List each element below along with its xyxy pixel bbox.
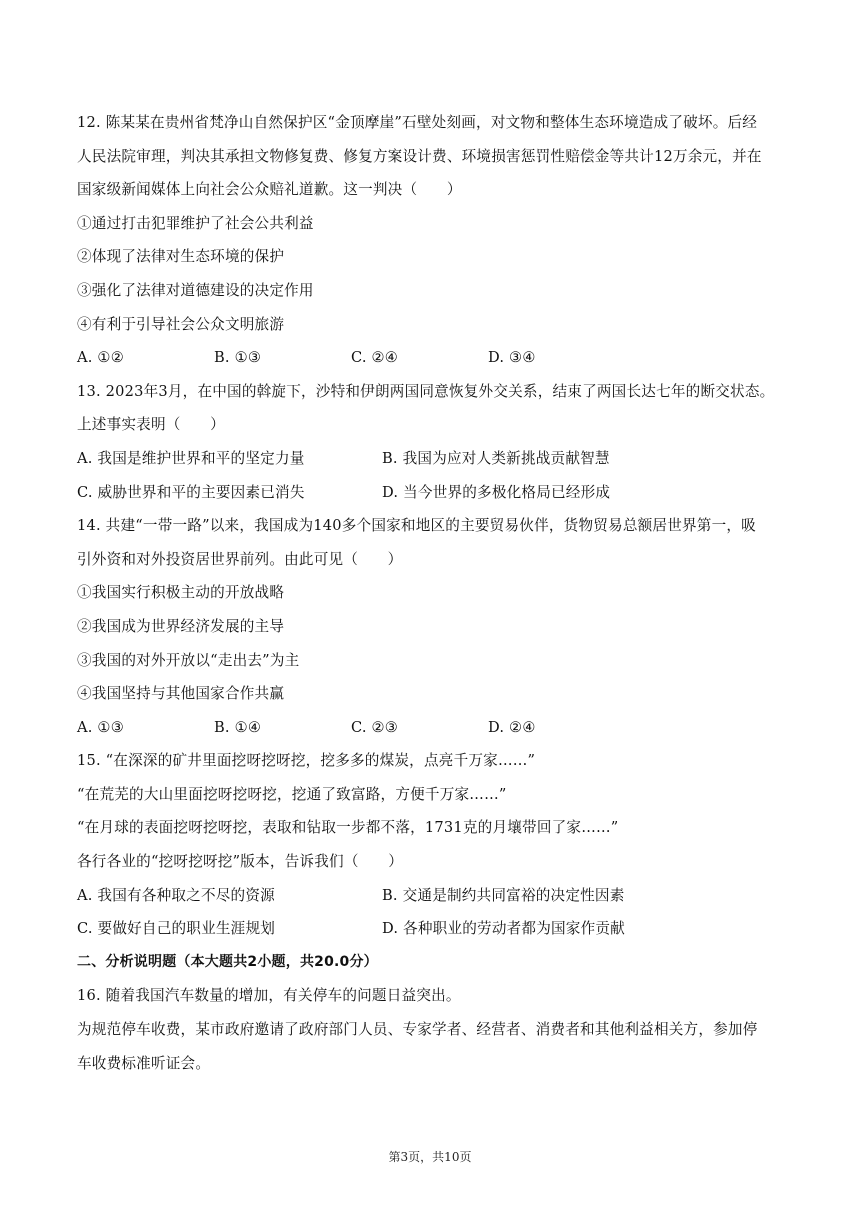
q14-statement-1: ①我国实行积极主动的开放战略 xyxy=(77,584,285,602)
q12-statement-3: ③强化了法律对道德建设的决定作用 xyxy=(77,281,314,299)
q14-option-a: A. ①③ xyxy=(77,718,124,736)
q15-stem-line-1: 15. “在深深的矿井里面挖呀挖呀挖，挖多多的煤炭，点亮千万家……” xyxy=(77,752,536,770)
section-2-heading: 二、分析说明题（本大题共2小题，共20.0分） xyxy=(77,953,378,970)
q14-statement-3: ③我国的对外开放以“走出去”为主 xyxy=(77,651,300,669)
q16-line-3: 车收费标准听证会。 xyxy=(77,1054,211,1072)
q12-statement-1: ①通过打击犯罪维护了社会公共利益 xyxy=(77,214,314,232)
q13-option-d: D. 当今世界的多极化格局已经形成 xyxy=(382,483,611,501)
q13-option-a: A. 我国是维护世界和平的坚定力量 xyxy=(77,449,305,467)
page-content xyxy=(77,106,787,1080)
q14-options xyxy=(77,711,787,745)
q13-options-row-1 xyxy=(77,442,787,476)
question-12 xyxy=(77,106,787,375)
question-16 xyxy=(77,979,787,1080)
q12-option-b: B. ①③ xyxy=(214,349,262,367)
q13-option-b: B. 我国为应对人类新挑战贡献智慧 xyxy=(382,449,610,467)
q13-stem-line-2: 上述事实表明（ ） xyxy=(77,416,225,434)
q14-stem-line-2: 引外资和对外投资居世界前列。由此可见（ ） xyxy=(77,550,403,568)
q12-stem-line-1: 12. 陈某某在贵州省梵净山自然保护区“金顶摩崖”石壁处刻画，对文物和整体生态环境造成了破坏。后经 xyxy=(77,114,758,131)
q14-option-d: D. ②④ xyxy=(488,718,536,736)
question-15 xyxy=(77,744,787,946)
q12-statement-4: ④有利于引导社会公众文明旅游 xyxy=(77,315,285,333)
q15-stem-line-2: “在荒芜的大山里面挖呀挖呀挖，挖通了致富路，方便千万家……” xyxy=(77,785,507,803)
q14-option-b: B. ①④ xyxy=(214,718,262,736)
q16-line-2: 为规范停车收费，某市政府邀请了政府部门人员、专家学者、经营者、消费者和其他利益相关方，参加停 xyxy=(77,1021,758,1039)
q15-option-b: B. 交通是制约共同富裕的决定性因素 xyxy=(382,886,625,904)
question-14 xyxy=(77,509,787,744)
q12-option-c: C. ②④ xyxy=(351,349,399,367)
q12-stem-line-3: 国家级新闻媒体上向社会公众赔礼道歉。这一判决（ ） xyxy=(77,181,462,199)
q15-options-row-1 xyxy=(77,879,787,913)
q13-stem-line-1: 13. 2023年3月，在中国的斡旋下，沙特和伊朗两国同意恢复外交关系，结束了两国长达七年的断交状态。 xyxy=(77,382,775,400)
question-13 xyxy=(77,375,787,509)
q12-options xyxy=(77,341,787,375)
q13-options-row-2 xyxy=(77,476,787,510)
q12-option-d: D. ③④ xyxy=(488,349,536,367)
q12-option-a: A. ①② xyxy=(77,349,124,367)
q15-option-d: D. 各种职业的劳动者都为国家作贡献 xyxy=(382,920,625,938)
q13-option-c: C. 威胁世界和平的主要因素已消失 xyxy=(77,483,305,501)
q14-statement-4: ④我国坚持与其他国家合作共赢 xyxy=(77,685,285,703)
q12-stem-line-2: 人民法院审理，判决其承担文物修复费、修复方案设计费、环境损害惩罚性赔偿金等共计12万余元，并在 xyxy=(77,147,762,165)
q16-line-1: 16. 随着我国汽车数量的增加，有关停车的问题日益突出。 xyxy=(77,987,461,1005)
q15-option-c: C. 要做好自己的职业生涯规划 xyxy=(77,920,276,938)
q15-options-row-2 xyxy=(77,912,787,946)
q15-stem-line-3: “在月球的表面挖呀挖呀挖，表取和钻取一步都不落，1731克的月壤带回了家……” xyxy=(77,819,619,837)
q14-option-c: C. ②③ xyxy=(351,718,399,736)
q15-stem-line-4: 各行各业的“挖呀挖呀挖”版本，告诉我们（ ） xyxy=(77,853,403,871)
q15-option-a: A. 我国有各种取之不尽的资源 xyxy=(77,886,275,904)
q14-stem-line-1: 14. 共建“一带一路”以来，我国成为140多个国家和地区的主要贸易伙伴，货物贸易总额居世界第一，吸 xyxy=(77,517,756,535)
q12-statement-2: ②体现了法律对生态环境的保护 xyxy=(77,248,285,266)
q14-statement-2: ②我国成为世界经济发展的主导 xyxy=(77,617,285,635)
page-number-footer: 第3页，共10页 xyxy=(388,1150,472,1164)
